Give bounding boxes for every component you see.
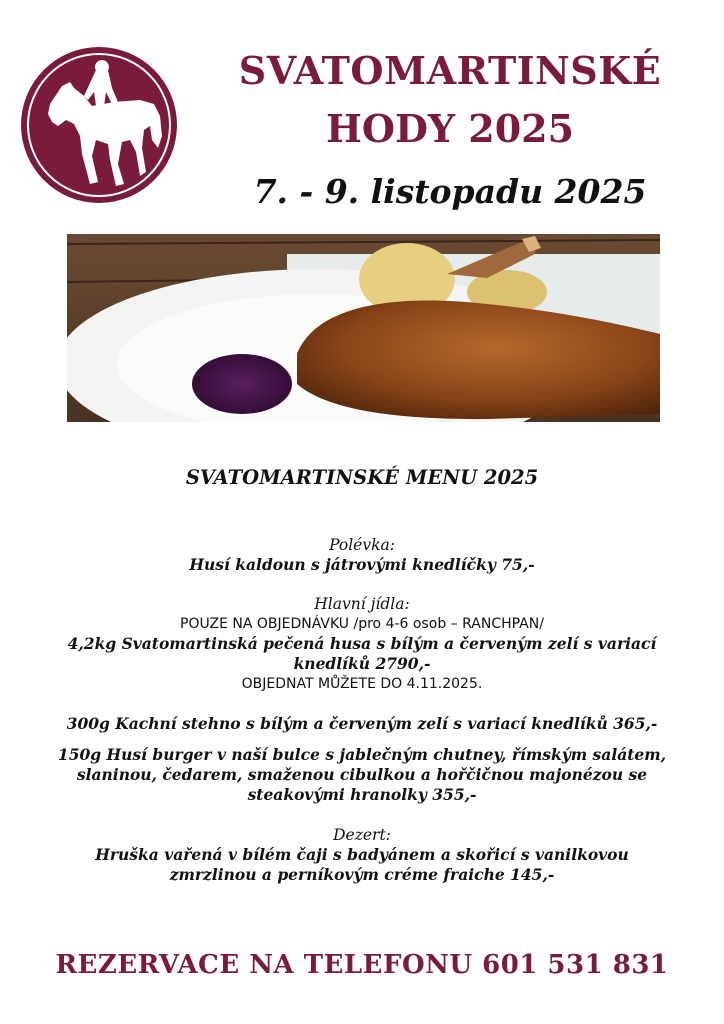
dessert-line1: Hruška vařená v bílém čaji s badyánem a skořicí s vanilkovou — [95, 845, 629, 864]
horse-rider-logo-icon — [18, 44, 180, 206]
goose-item-line1: 4,2kg Svatomartinská pečená husa s bílým a červeným zelí s variací — [67, 634, 657, 653]
soup-section — [20, 535, 704, 575]
burger-line3: steakovými hranolky 355,- — [247, 785, 477, 804]
event-title-line1: SVATOMARTINSKÉ — [238, 48, 662, 93]
main-note: POUZE NA OBJEDNÁVKU /pro 4-6 osob – RANCHPAN/ — [180, 616, 544, 632]
burger-line1: 150g Husí burger v naší bulce s jablečným chutney, římským salátem, — [57, 745, 667, 764]
main-label: Hlavní jídla: — [314, 595, 410, 613]
order-deadline: OBJEDNAT MŮŽETE DO 4.11.2025. — [241, 676, 483, 692]
main-section — [20, 594, 704, 694]
soup-item: Husí kaldoun s játrovými knedlíčky 75,- — [189, 555, 535, 574]
reservation-phone: REZERVACE NA TELEFONU 601 531 831 — [55, 950, 669, 980]
roast-goose-photo — [67, 234, 660, 422]
dessert-line2: zmrzlinou a perníkovým créme fraiche 145,- — [169, 865, 555, 884]
burger-section — [20, 745, 704, 805]
event-dates: 7. - 9. listopadu 2025 — [253, 172, 647, 211]
soup-label: Polévka: — [329, 536, 395, 554]
menu-title: SVATOMARTINSKÉ MENU 2025 — [185, 466, 539, 489]
burger-line2: slaninou, čedarem, smaženou cibulkou a hořčičnou majonézou se — [76, 765, 648, 784]
dessert-label: Dezert: — [333, 826, 391, 844]
dessert-section — [20, 825, 704, 885]
goose-item-line2: knedlíků 2790,- — [293, 654, 431, 673]
event-title-line2: HODY 2025 — [325, 106, 575, 151]
duck-item: 300g Kachní stehno s bílým a červeným zelí s variací knedlíků 365,- — [66, 714, 658, 733]
